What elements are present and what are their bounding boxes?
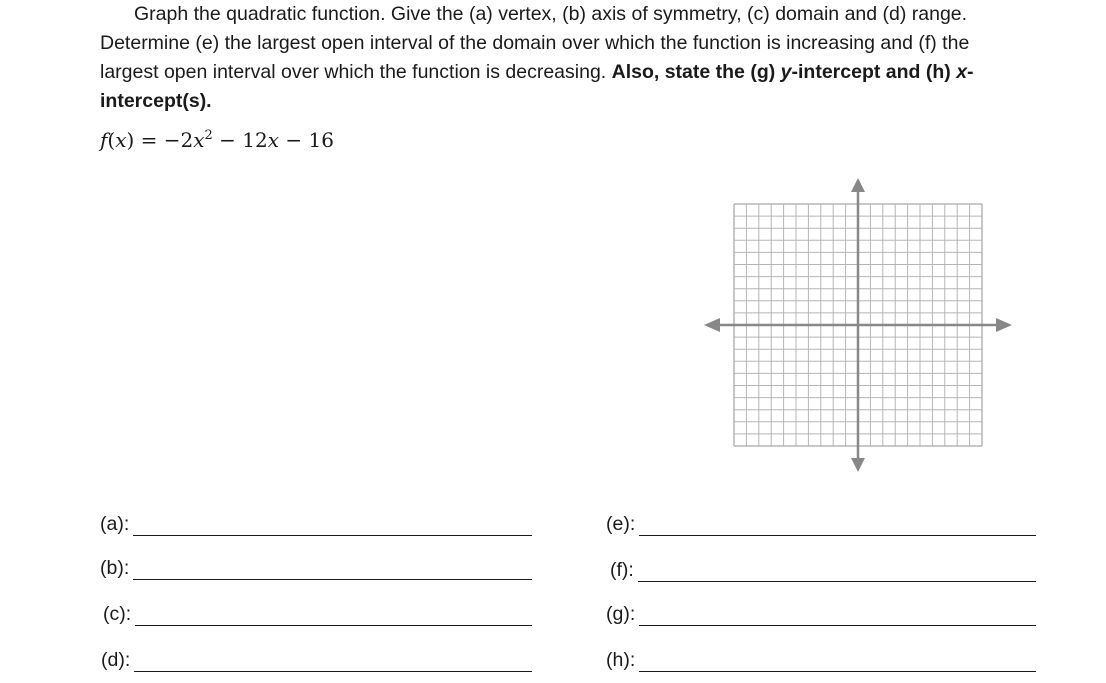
- coordinate-grid[interactable]: [702, 176, 1014, 474]
- answer-a: [100, 506, 532, 536]
- eq-linear-coef: − 12: [212, 128, 268, 152]
- x-variable: x: [956, 61, 968, 83]
- answer-h: [606, 642, 1036, 672]
- eq-f: f: [100, 128, 108, 152]
- answer-g-line[interactable]: [639, 605, 1036, 626]
- answer-e: [606, 506, 1036, 536]
- answer-h-line[interactable]: [639, 651, 1036, 672]
- bold-text-1: Also, state the (g): [611, 61, 781, 83]
- answer-c-label: (c):: [103, 603, 132, 625]
- answer-a-label: (a):: [100, 513, 130, 535]
- answer-a-line[interactable]: [133, 515, 532, 536]
- answer-c: [103, 596, 532, 626]
- answer-d-label: (d):: [101, 649, 131, 671]
- instructions-text: Graph the quadratic function. Give the (a) vertex, (b) axis of symmetry, (c) domain and (d) range. Determine (e) the largest open interval of the domain over which the function is increasing and (f) the largest open interval over which the function is decreasing.: [100, 3, 970, 83]
- bold-text-3: -intercept(s).: [100, 61, 974, 112]
- answer-g: [606, 596, 1036, 626]
- x-axis-left-arrow-icon: [704, 318, 720, 332]
- eq-constant: − 16: [279, 128, 334, 152]
- grid-svg[interactable]: [702, 176, 1014, 474]
- instructions: [100, 0, 1030, 116]
- answer-e-line[interactable]: [639, 515, 1036, 536]
- eq-x-squared-base: x: [193, 128, 205, 152]
- answer-f-label: (f):: [610, 559, 634, 581]
- eq-x: x: [115, 128, 127, 152]
- answer-b: [100, 550, 532, 580]
- answer-b-line[interactable]: [133, 559, 532, 580]
- eq-x-linear: x: [267, 128, 280, 152]
- answer-e-label: (e):: [606, 513, 636, 535]
- eq-open-paren: (: [107, 128, 116, 152]
- y-variable: y: [780, 61, 792, 83]
- x-axis-right-arrow-icon: [996, 318, 1012, 332]
- answer-g-label: (g):: [606, 603, 636, 625]
- answer-c-line[interactable]: [135, 605, 532, 626]
- y-axis-up-arrow-icon: [851, 178, 865, 192]
- y-axis-down-arrow-icon: [851, 458, 865, 472]
- answer-b-label: (b):: [100, 557, 130, 579]
- answer-f-line[interactable]: [638, 561, 1036, 582]
- answer-f: [610, 552, 1036, 582]
- eq-exponent: 2: [204, 128, 213, 143]
- bold-text-2: -intercept and (h): [791, 61, 957, 83]
- quadratic-equation: [100, 128, 334, 152]
- answer-d-line[interactable]: [134, 651, 532, 672]
- answer-h-label: (h):: [606, 649, 636, 671]
- eq-equals: ) = −2: [126, 128, 194, 152]
- answer-d: [101, 642, 532, 672]
